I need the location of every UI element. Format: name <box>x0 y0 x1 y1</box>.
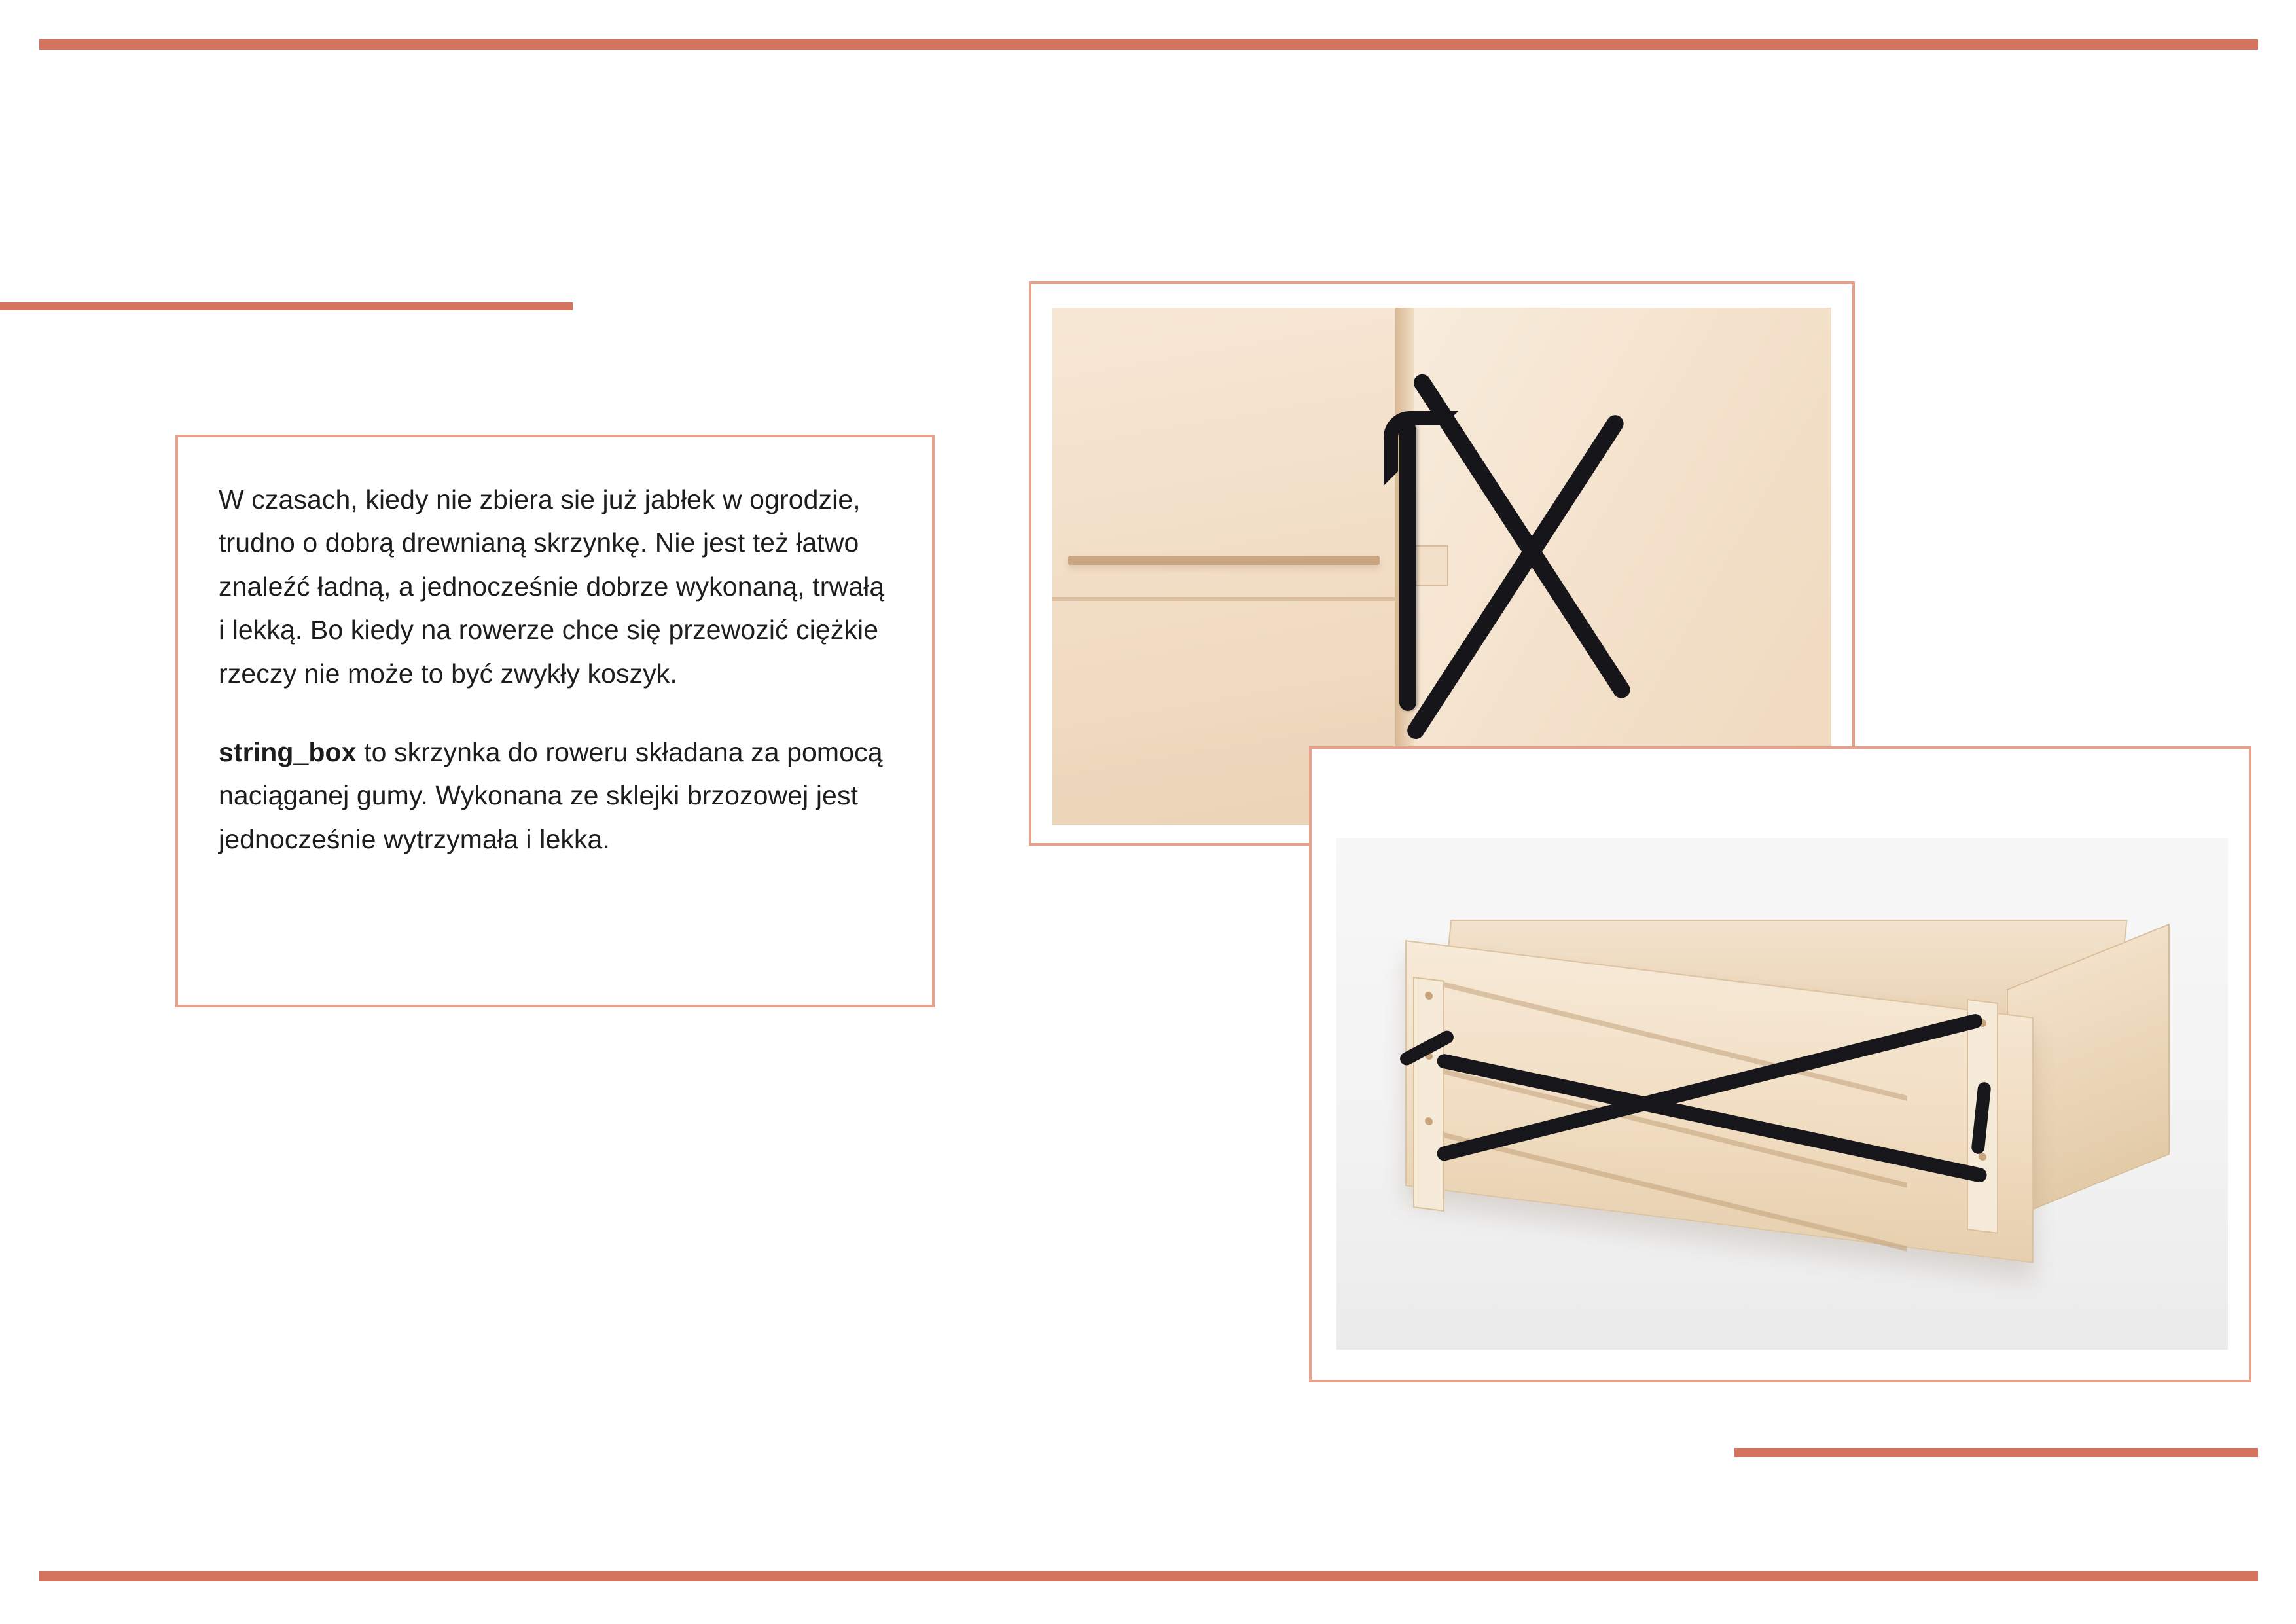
bottom-photo <box>1336 838 2228 1350</box>
plywood-groove <box>1068 556 1380 565</box>
plywood-crate <box>1381 920 2183 1288</box>
crate-rivet <box>1425 991 1433 1000</box>
description-card <box>175 435 935 1007</box>
description-card-inner <box>178 437 932 861</box>
intro-paragraph: W czasach, kiedy nie zbiera sie już jabłek w ogrodzie, trudno o dobrą drewnianą skrzynkę. Nie jest też łatwo znaleźć ładną, a jednocześnie dobrze wykonaną, trwałą i lekką. Bo kiedy na rowerze chce się przewozić ciężkie rzeczy nie może to być zwykły koszyk. <box>219 484 885 689</box>
lower-right-accent-rule <box>1734 1448 2258 1457</box>
left-accent-rule <box>0 302 573 310</box>
bottom-accent-rule <box>39 1571 2258 1581</box>
crate-slat-gap-1 <box>1431 979 1907 1100</box>
product-name: string_box <box>219 737 357 768</box>
product-paragraph <box>219 731 886 861</box>
crate-slat-gap-2 <box>1431 1066 1907 1188</box>
crate-rivet <box>1425 1117 1433 1125</box>
top-accent-rule <box>39 39 2258 50</box>
plywood-groove-shadow <box>1052 597 1395 601</box>
crate-left-post <box>1413 977 1444 1212</box>
product-paragraph-rest: to skrzynka do roweru składana za pomocą naciąganej gumy. Wykonana ze sklejki brzozowej jest jednocześnie wytrzymała i lekka. <box>219 737 883 854</box>
bungee-cord-hook <box>1384 411 1458 486</box>
